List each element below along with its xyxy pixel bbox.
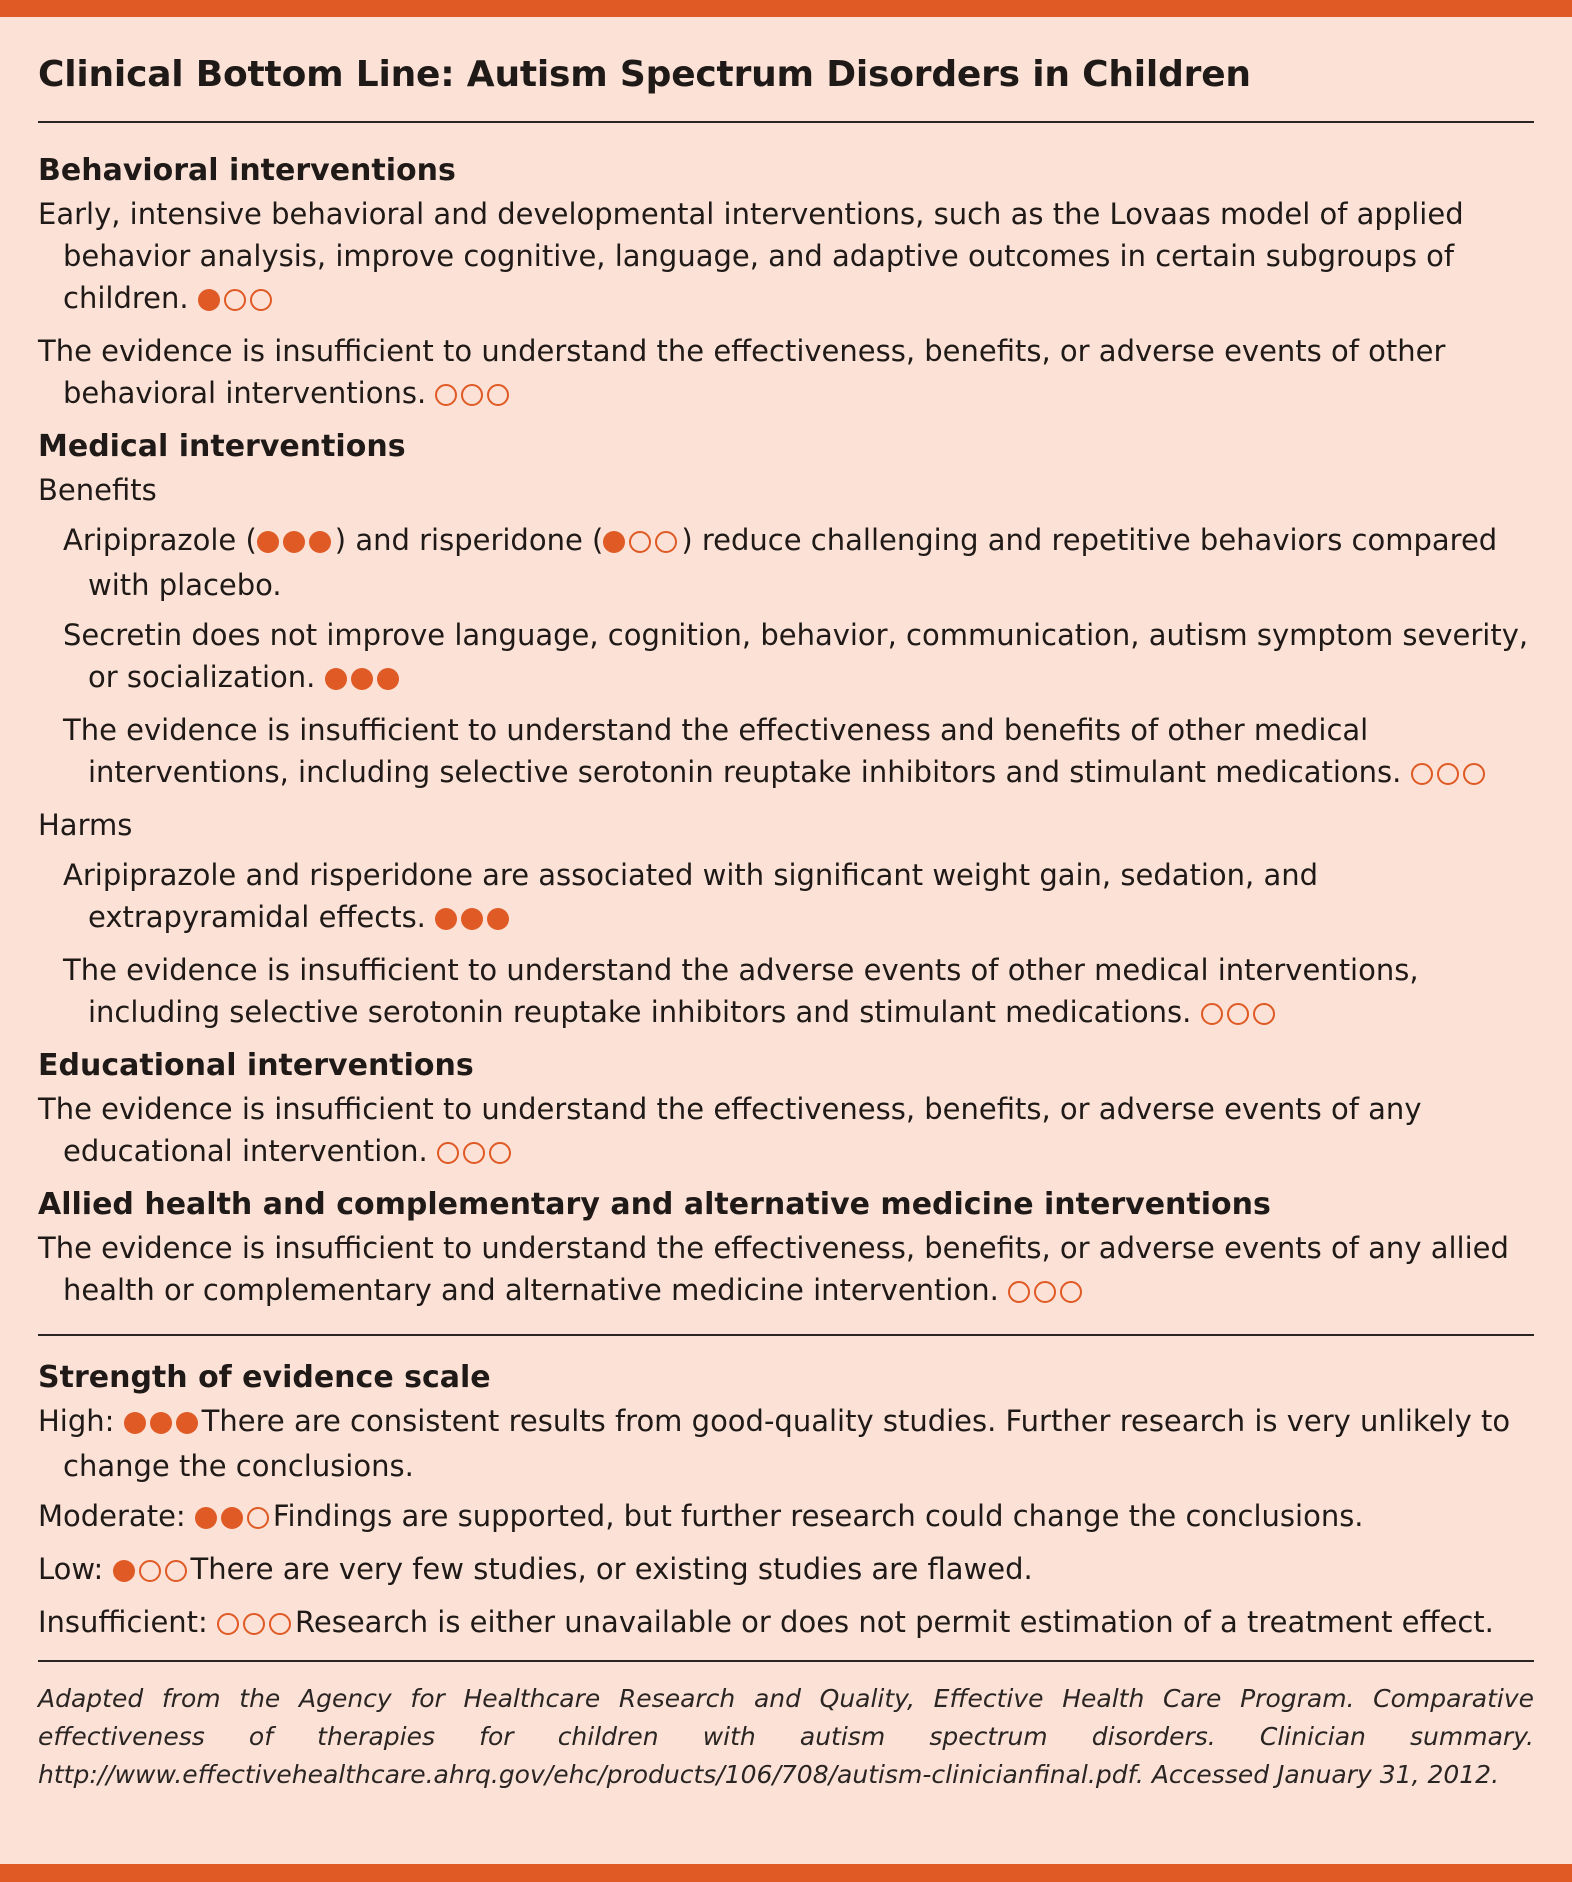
evidence-rating (124, 1403, 202, 1445)
benefits-label: Benefits (38, 473, 157, 507)
scale-high-label: High: (38, 1404, 115, 1438)
empty-circle-icon (1008, 1281, 1030, 1303)
top-accent-bar (0, 0, 1572, 17)
filled-circle-icon (283, 531, 305, 553)
empty-circle-icon (1034, 1281, 1056, 1303)
empty-circle-icon (1060, 1281, 1082, 1303)
evidence-rating (603, 522, 681, 564)
scale-moderate (38, 1495, 1534, 1540)
filled-circle-icon (198, 289, 220, 311)
empty-circle-icon (139, 1560, 161, 1582)
filled-circle-icon (487, 908, 509, 930)
empty-circle-icon (1411, 763, 1433, 785)
evidence-rating (435, 375, 513, 417)
benefit-secretin (63, 614, 1534, 701)
scale-moderate-label: Moderate: (38, 1499, 186, 1533)
evidence-rating (195, 1498, 273, 1540)
harms-label: Harms (38, 808, 133, 842)
benefit-secretin-text: Secretin does not improve language, cognition, behavior, communication, autism symptom severity, or socialization. (63, 618, 1529, 694)
filled-circle-icon (257, 531, 279, 553)
empty-circle-icon (250, 289, 272, 311)
filled-circle-icon (176, 1412, 198, 1434)
empty-circle-icon (165, 1560, 187, 1582)
scale-high-text: There are consistent results from good-quality studies. Further research is very unlikely to change the conclusions. (63, 1404, 1511, 1483)
empty-circle-icon (247, 1507, 269, 1529)
benefit-text-b: ) and risperidone ( (334, 523, 604, 557)
filled-circle-icon (377, 668, 399, 690)
benefit-text-c: ) reduce challenging and repetitive behaviors compared with placebo. (88, 523, 1498, 602)
evidence-rating (257, 522, 335, 564)
evidence-rating (1201, 994, 1279, 1036)
evidence-rating (325, 659, 403, 701)
bottom-accent-bar (0, 1864, 1572, 1882)
harm-aripiprazole-risperidone (63, 854, 1534, 941)
harm-text-2: The evidence is insufficient to understand the adverse events of other medical interventions, including selective serotonin reuptake inhibitors and stimulant medications. (63, 953, 1419, 1029)
empty-circle-icon (1437, 763, 1459, 785)
evidence-rating (1411, 754, 1489, 796)
scale-moderate-text: Findings are supported, but further research could change the conclusions. (272, 1499, 1364, 1533)
filled-circle-icon (124, 1412, 146, 1434)
source-footnote: Adapted from the Agency for Healthcare Research and Quality, Effective Health Care Program. Comparative effectiveness of therapies for children with autism spectrum disorders. Clinician summary. http://www.effectivehealthcare.ahrq.gov/ehc/products/106/708/autism-clinicianfinal.pdf. Accessed January 31, 2012. (38, 1684, 1534, 1789)
filled-circle-icon (461, 908, 483, 930)
filled-circle-icon (603, 531, 625, 553)
scale-insufficient-label: Insufficient: (38, 1605, 208, 1639)
evidence-rating (198, 280, 276, 322)
empty-circle-icon (655, 531, 677, 553)
empty-circle-icon (461, 384, 483, 406)
page-title: Clinical Bottom Line: Autism Spectrum Disorders in Children (38, 54, 1251, 95)
scale-low (38, 1548, 1534, 1593)
empty-circle-icon (1253, 1003, 1275, 1025)
scale-divider (38, 1334, 1534, 1336)
educational-paragraph (38, 1088, 1534, 1175)
empty-circle-icon (435, 384, 457, 406)
scale-low-label: Low: (38, 1552, 104, 1586)
filled-circle-icon (325, 668, 347, 690)
empty-circle-icon (243, 1613, 265, 1635)
filled-circle-icon (221, 1507, 243, 1529)
empty-circle-icon (489, 1142, 511, 1164)
empty-circle-icon (1201, 1003, 1223, 1025)
filled-circle-icon (351, 668, 373, 690)
empty-circle-icon (269, 1613, 291, 1635)
filled-circle-icon (195, 1507, 217, 1529)
scale-high (38, 1400, 1534, 1487)
scale-heading: Strength of evidence scale (38, 1360, 491, 1395)
scale-insufficient (38, 1601, 1534, 1646)
title-divider (38, 121, 1534, 123)
allied-paragraph (38, 1227, 1534, 1314)
empty-circle-icon (217, 1613, 239, 1635)
benefit-other-medical (63, 709, 1534, 796)
benefit-aripiprazole-risperidone (63, 519, 1534, 606)
behavioral-paragraph-2 (38, 330, 1534, 417)
educational-heading: Educational interventions (38, 1048, 474, 1083)
scale-low-text: There are very few studies, or existing studies are flawed. (190, 1552, 1033, 1586)
evidence-rating (113, 1551, 191, 1593)
empty-circle-icon (1227, 1003, 1249, 1025)
filled-circle-icon (435, 908, 457, 930)
medical-heading: Medical interventions (38, 429, 406, 464)
empty-circle-icon (224, 289, 246, 311)
educational-text: The evidence is insufficient to understand the effectiveness, benefits, or adverse events of any educational intervention. (38, 1092, 1422, 1168)
benefit-text-a: Aripiprazole ( (63, 523, 257, 557)
empty-circle-icon (463, 1142, 485, 1164)
empty-circle-icon (487, 384, 509, 406)
behavioral-text-1: Early, intensive behavioral and developmental interventions, such as the Lovaas model of applied behavior analysis, improve cognitive, language, and adaptive outcomes in certain subgroups of children. (38, 197, 1464, 315)
box-content (38, 17, 1534, 1794)
footnote-divider (38, 1660, 1534, 1662)
harm-text-1: Aripiprazole and risperidone are associated with significant weight gain, sedation, and extrapyramidal effects. (63, 858, 1319, 934)
scale-insufficient-text: Research is either unavailable or does not permit estimation of a treatment effect. (295, 1605, 1494, 1639)
behavioral-heading: Behavioral interventions (38, 153, 456, 188)
evidence-rating (217, 1604, 295, 1646)
behavioral-paragraph-1 (38, 193, 1534, 322)
empty-circle-icon (629, 531, 651, 553)
benefit-other-text: The evidence is insufficient to understand the effectiveness and benefits of other medical interventions, including selective serotonin reuptake inhibitors and stimulant medications. (63, 713, 1402, 789)
filled-circle-icon (150, 1412, 172, 1434)
empty-circle-icon (437, 1142, 459, 1164)
filled-circle-icon (309, 531, 331, 553)
evidence-rating (1008, 1272, 1086, 1314)
evidence-rating (435, 899, 513, 941)
allied-text: The evidence is insufficient to understand the effectiveness, benefits, or adverse events of any allied health or complementary and alternative medicine intervention. (38, 1231, 1509, 1307)
allied-heading: Allied health and complementary and alternative medicine interventions (38, 1187, 1271, 1222)
harm-other-medical (63, 949, 1534, 1036)
filled-circle-icon (113, 1560, 135, 1582)
behavioral-text-2: The evidence is insufficient to understand the effectiveness, benefits, or adverse events of other behavioral interventions. (38, 334, 1446, 410)
evidence-rating (437, 1133, 515, 1175)
empty-circle-icon (1463, 763, 1485, 785)
